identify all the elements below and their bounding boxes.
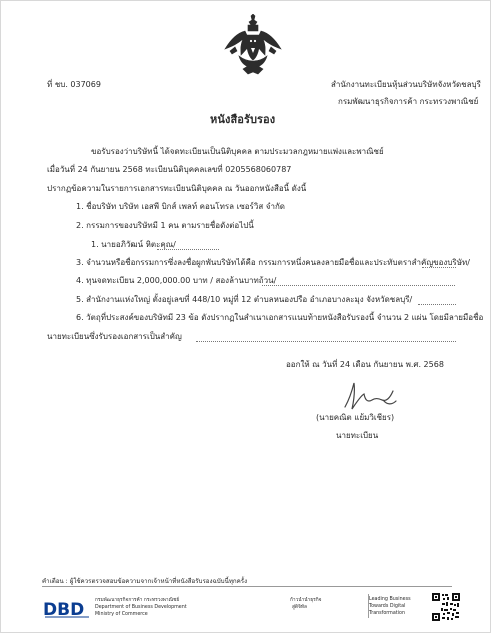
issued-date: ออกให้ ณ วันที่ 24 เดือน กันยายน พ.ศ. 2568 bbox=[286, 360, 444, 369]
item-3-dotted-line bbox=[422, 267, 456, 268]
item-6-line-2: นายทะเบียนซึ่งรับรองเอกสารเป็นสำคัญ bbox=[47, 332, 182, 341]
item-5: 5. สำนักงานแห่งใหญ่ ตั้งอยู่เลขที่ 448/10 หมู่ที่ 12 ตำบลหนองปรือ อำเภอบางละมุง จังหวัดชลบุรี/ bbox=[76, 295, 413, 304]
body-paragraph-3: ปรากฏข้อความในรายการเอกสารทะเบียนนิติบุคคล ณ วันออกหนังสือนี้ ดังนี้ bbox=[47, 184, 307, 193]
slogan-thai-1: ก้าวนำนำธุรกิจ bbox=[290, 598, 322, 603]
item-3: 3. จำนวนหรือชื่อกรรมการซึ่งลงชื่อผูกพันบริษัทได้คือ กรรมการหนึ่งคนลงลายมือชื่อและประทับตราสำคัญของบริษัท/ bbox=[76, 258, 470, 267]
item-4-dotted-line bbox=[262, 285, 455, 286]
slogan-english-1: Leading Business bbox=[369, 597, 411, 602]
document-number: ที่ ชบ. 037069 bbox=[47, 80, 101, 89]
item-6-dotted-line bbox=[196, 341, 456, 342]
registrar-position: นายทะเบียน bbox=[336, 431, 379, 440]
dbd-english-name-2: Ministry of Commerce bbox=[95, 612, 148, 617]
director-1: 1. นายอภิวัฒน์ หิตะคุณ/ bbox=[91, 240, 176, 249]
slogan-thai-2: สู่ดิจิทัล bbox=[292, 605, 307, 610]
svg-text:DBD: DBD bbox=[43, 600, 85, 620]
handwritten-signature-icon bbox=[340, 378, 400, 414]
dbd-english-name-1: Department of Business Development bbox=[95, 605, 187, 610]
office-line-2: กรมพัฒนาธุรกิจการค้า กระทรวงพาณิชย์ bbox=[338, 97, 479, 106]
item-1: 1. ชื่อบริษัท บริษัท เอสพี บิกส์ เพลท์ คอนโทรล เซอร์วิส จำกัด bbox=[76, 202, 285, 211]
garuda-emblem-icon bbox=[221, 14, 285, 77]
registrar-name: (นายคณิต แย้มวิเชียร) bbox=[316, 413, 395, 422]
footer-warning: คำเตือน : ผู้ใช้ควรตรวจสอบข้อความจากเจ้าหน้าที่หนังสือรับรองฉบับนี้ทุกครั้ง bbox=[42, 578, 248, 585]
office-line-1: สำนักงานทะเบียนหุ้นส่วนบริษัทจังหวัดชลบุรี bbox=[331, 80, 481, 89]
dbd-logo-icon bbox=[43, 598, 91, 620]
body-paragraph-1: ขอรับรองว่าบริษัทนี้ ได้จดทะเบียนเป็นนิติบุคคล ตามประมวลกฎหมายแพ่งและพาณิชย์ bbox=[91, 147, 384, 156]
item-6: 6. วัตถุที่ประสงค์ของบริษัทมี 23 ข้อ ดังปรากฏในสำเนาเอกสารแนบท้ายหนังสือรับรองนี้ จำนวน 2 แผ่น โดยมีลายมือชื่อ bbox=[76, 313, 484, 322]
slogan-english-2: Towards Digital bbox=[369, 604, 406, 609]
director-1-dotted-line bbox=[157, 249, 219, 250]
slogan-english-3: Transformation bbox=[369, 611, 405, 616]
body-paragraph-2: เมื่อวันที่ 24 กันยายน 2568 ทะเบียนนิติบุคคลเลขที่ 0205568060787 bbox=[47, 165, 292, 174]
page-title: หนังสือรับรอง bbox=[210, 113, 276, 126]
item-4: 4. ทุนจดทะเบียน 2,000,000.00 บาท / สองล้านบาทถ้วน/ bbox=[76, 276, 277, 285]
qr-code-icon bbox=[432, 593, 460, 621]
footer-divider bbox=[42, 586, 452, 587]
dbd-thai-name: กรมพัฒนาธุรกิจการค้า กระทรวงพาณิชย์ bbox=[95, 598, 180, 603]
item-2: 2. กรรมการของบริษัทมี 1 คน ตามรายชื่อดังต่อไปนี้ bbox=[76, 221, 254, 230]
item-5-dotted-line bbox=[418, 304, 456, 305]
